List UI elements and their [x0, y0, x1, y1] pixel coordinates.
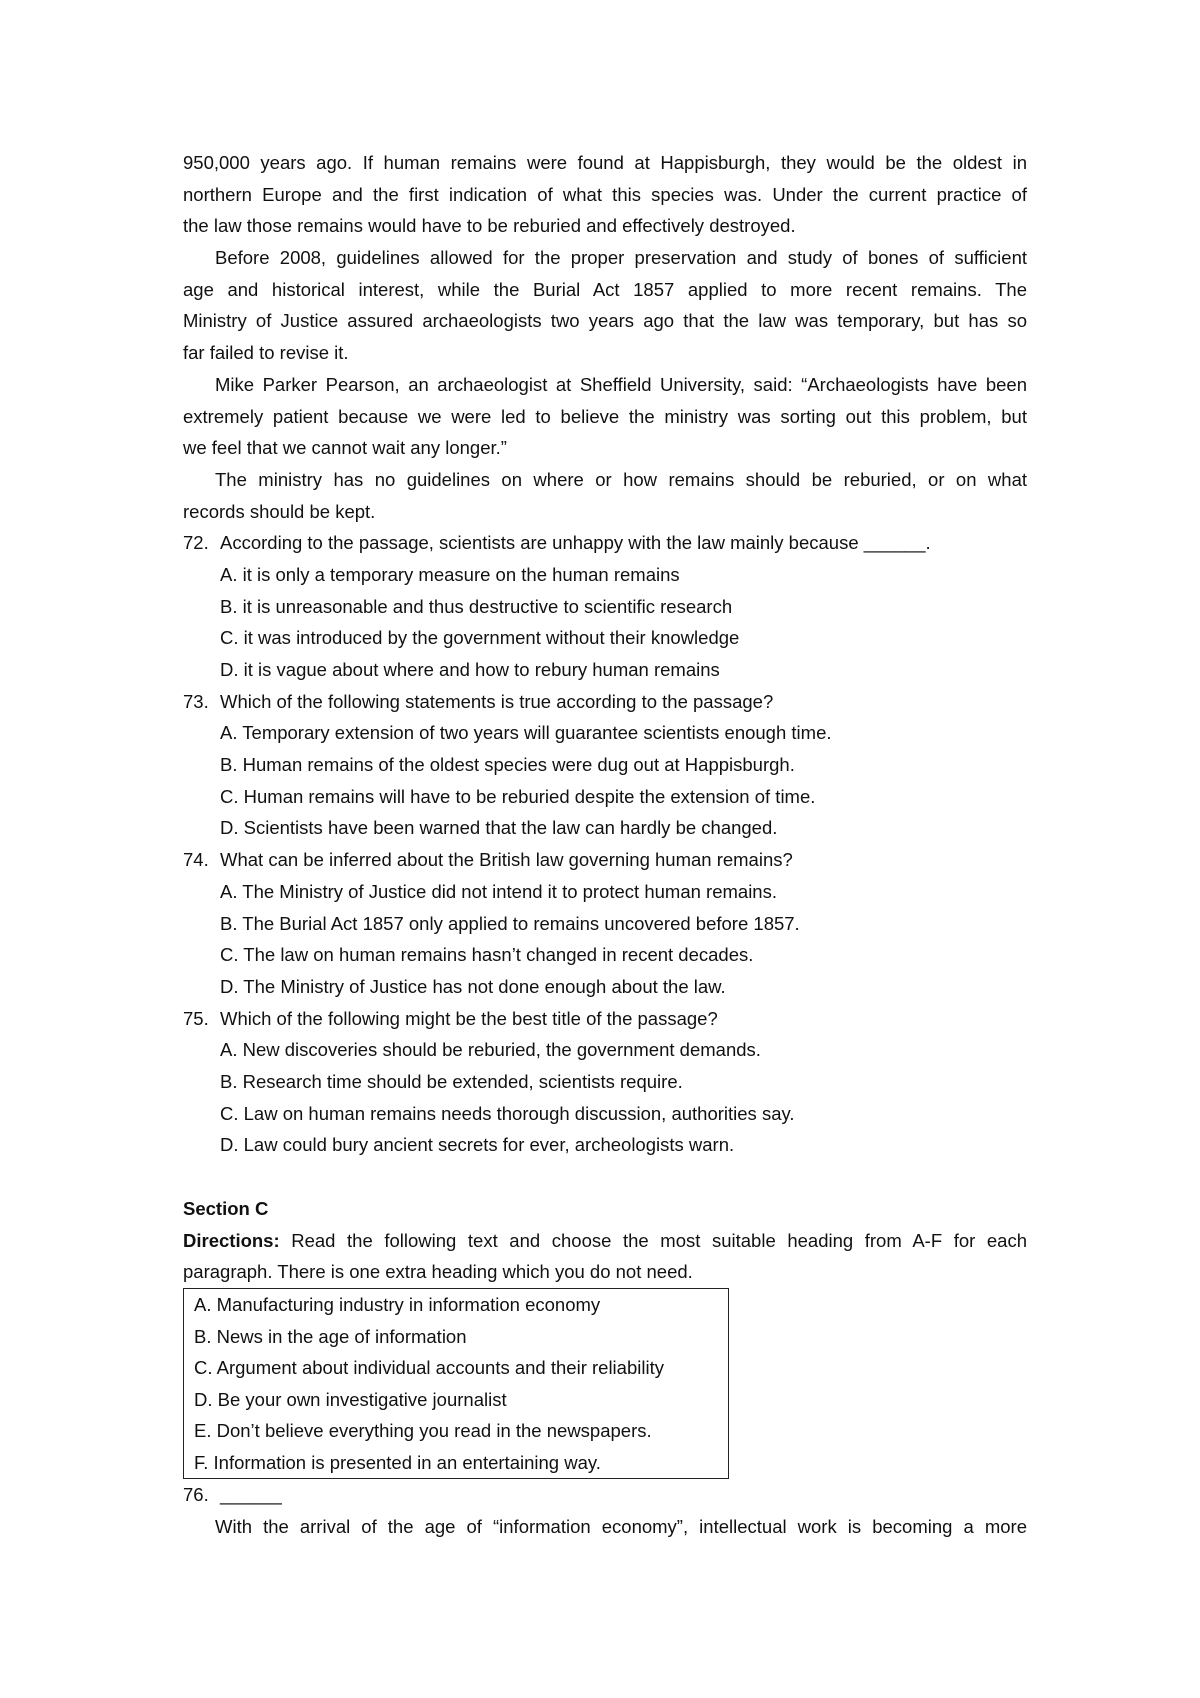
text-line: With the arrival of the age of “information economy”, intellectual work is becoming a more: [215, 1515, 1027, 1537]
question-number: 72.: [183, 532, 209, 554]
headings-box: [183, 1288, 729, 1479]
option-b: B. it is unreasonable and thus destructive to scientific research: [220, 595, 733, 617]
option-c: C. it was introduced by the government without their knowledge: [220, 627, 740, 649]
text-line: extremely patient because we were led to believe the ministry was sorting out this problem, but: [183, 405, 1027, 427]
option-c: C. Law on human remains needs thorough discussion, authorities say.: [220, 1102, 795, 1124]
question-number: 76.: [183, 1484, 209, 1506]
text-line: we feel that we cannot wait any longer.”: [183, 437, 507, 459]
text-line: The ministry has no guidelines on where or how remains should be reburied, or on what: [215, 468, 1027, 490]
document-page: [183, 147, 1027, 1542]
question-number: 73.: [183, 690, 209, 712]
option-b: B. Human remains of the oldest species were dug out at Happisburgh.: [220, 754, 795, 776]
question-text: Which of the following statements is true according to the passage?: [220, 690, 774, 712]
option-d: D. Law could bury ancient secrets for ever, archeologists warn.: [220, 1134, 735, 1156]
heading-option-b: B. News in the age of information: [194, 1325, 467, 1347]
directions-line: paragraph. There is one extra heading which you do not need.: [183, 1261, 693, 1283]
heading-option-f: F. Information is presented in an entertaining way.: [194, 1451, 601, 1473]
directions-text: Read the following text and choose the most suitable heading from A-F for each: [279, 1229, 1027, 1251]
text-line: 950,000 years ago. If human remains were found at Happisburgh, they would be the oldest in: [183, 152, 1027, 173]
text-line: northern Europe and the first indication of what this species was. Under the current practice of: [183, 183, 1027, 205]
heading-option-d: D. Be your own investigative journalist: [194, 1388, 507, 1410]
option-b: B. Research time should be extended, scientists require.: [220, 1070, 683, 1092]
question-number: 74.: [183, 849, 209, 871]
text-line: the law those remains would have to be reburied and effectively destroyed.: [183, 215, 796, 237]
question-75: [183, 1003, 1027, 1161]
option-c: C. The law on human remains hasn’t changed in recent decades.: [220, 944, 754, 966]
answer-blank: ______: [220, 1484, 282, 1506]
text-line: Ministry of Justice assured archaeologists two years ago that the law was temporary, but has so: [183, 310, 1027, 332]
passage-paragraph-1: [183, 147, 1027, 242]
heading-option-c: C. Argument about individual accounts and their reliability: [194, 1357, 664, 1379]
text-line: far failed to revise it.: [183, 342, 349, 364]
text-line: Mike Parker Pearson, an archaeologist at Sheffield University, said: “Archaeologists have been: [215, 373, 1027, 395]
option-c: C. Human remains will have to be reburied despite the extension of time.: [220, 785, 816, 807]
text-line: Before 2008, guidelines allowed for the proper preservation and study of bones of sufficient: [215, 247, 1027, 269]
option-a: A. New discoveries should be reburied, the government demands.: [220, 1039, 761, 1061]
option-a: A. it is only a temporary measure on the human remains: [220, 563, 680, 585]
option-d: D. The Ministry of Justice has not done enough about the law.: [220, 975, 726, 997]
heading-option-e: E. Don’t believe everything you read in the newspapers.: [194, 1420, 652, 1442]
option-d: D. it is vague about where and how to rebury human remains: [220, 659, 720, 680]
section-spacer: [183, 1161, 1027, 1193]
option-b: B. The Burial Act 1857 only applied to remains uncovered before 1857.: [220, 912, 800, 934]
question-number: 75.: [183, 1007, 209, 1029]
question-73: [183, 686, 1027, 844]
question-72: [183, 527, 1027, 685]
question-text: Which of the following might be the best title of the passage?: [220, 1007, 718, 1029]
text-line: age and historical interest, while the Burial Act 1857 applied to more recent remains. The: [183, 278, 1027, 300]
option-a: A. Temporary extension of two years will guarantee scientists enough time.: [220, 722, 832, 744]
passage-paragraph-3: [183, 369, 1027, 464]
question-text: According to the passage, scientists are unhappy with the law mainly because ______.: [220, 532, 931, 554]
question-76: [183, 1479, 1027, 1511]
question-74: [183, 844, 1027, 1002]
option-d: D. Scientists have been warned that the law can hardly be changed.: [220, 817, 778, 839]
directions-line: [183, 1225, 1027, 1257]
question-text: What can be inferred about the British law governing human remains?: [220, 849, 793, 871]
passage-paragraph-4: [183, 464, 1027, 527]
section-title: Section C: [183, 1198, 269, 1219]
section-c: [183, 1193, 1027, 1542]
directions-label: Directions:: [183, 1229, 280, 1251]
text-line: records should be kept.: [183, 500, 376, 522]
passage-paragraph-2: [183, 242, 1027, 369]
heading-option-a: A. Manufacturing industry in information economy: [194, 1294, 601, 1316]
option-a: A. The Ministry of Justice did not intend it to protect human remains.: [220, 880, 777, 902]
